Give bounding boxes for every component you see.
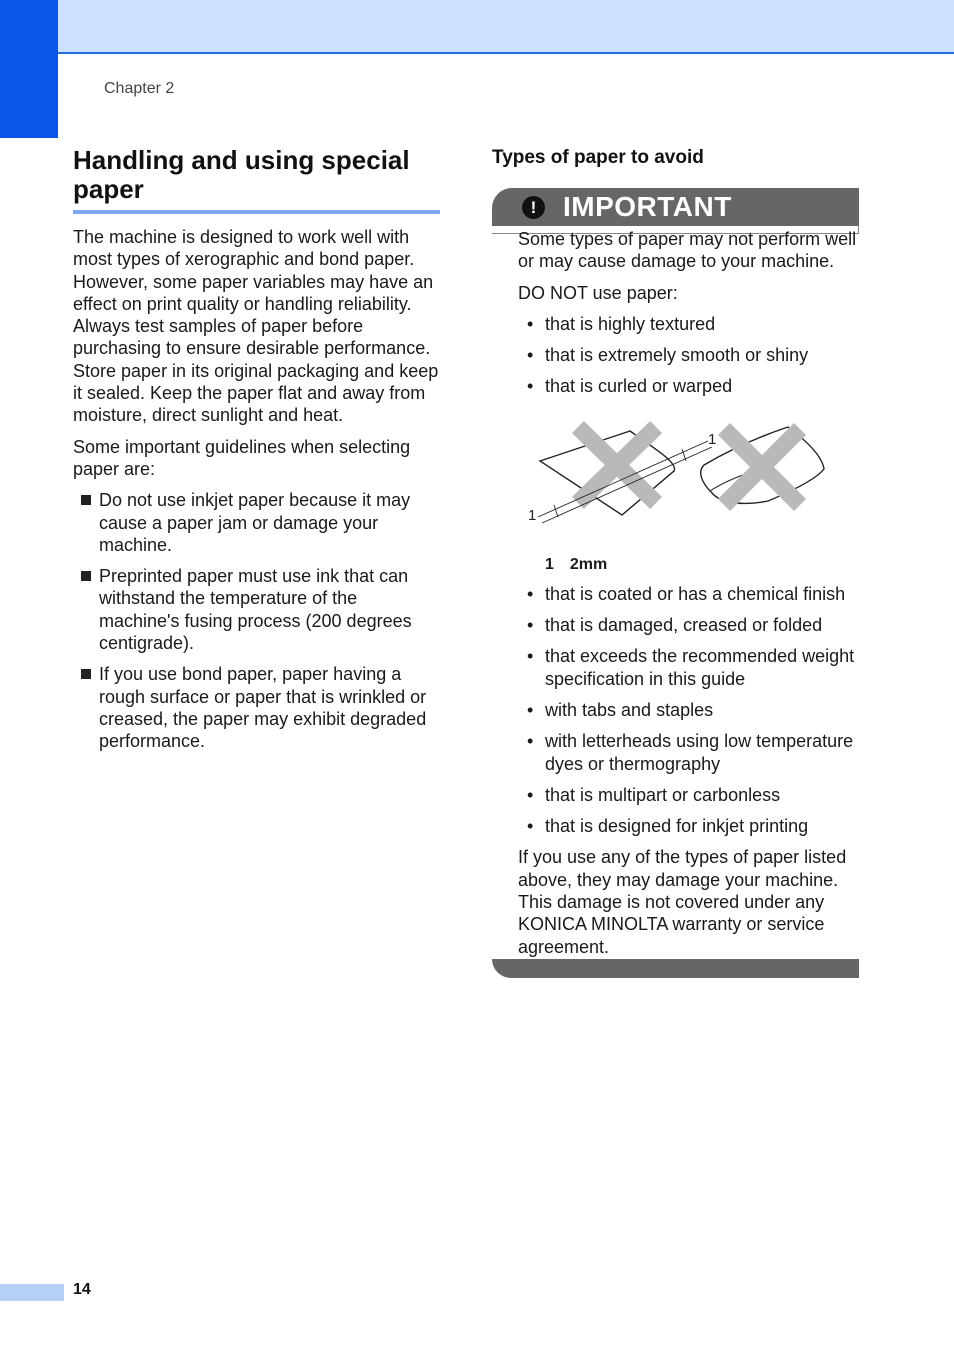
exclamation-icon: ! [522,196,545,219]
important-footer [492,959,859,978]
list-item-text: that is extremely smooth or shiny [545,345,809,366]
title-underline [73,210,440,214]
bullet-dot-icon: • [527,646,534,667]
callout-label: 1 [708,430,717,448]
important-closing: If you use any of the types of paper listed above, they may damage your machine. This damage is not covered under any KONICA MINOLTA warranty or service agreement. [518,847,847,957]
page-number-tab [0,1284,64,1301]
bullet-dot-icon: • [527,615,534,636]
list-item-text: with tabs and staples [545,699,714,720]
left-column [73,226,441,762]
caption-number: 1 [545,555,554,573]
list-item-text: Do not use inkjet paper because it may cause a paper jam or damage your machine. [99,490,411,555]
list-item-text: that is damaged, creased or folded [545,615,823,636]
subsection-title: Types of paper to avoid [492,147,704,168]
list-item [518,313,860,335]
guidelines-list [73,489,441,752]
list-item [518,784,860,806]
callout-label: 1 [528,506,537,524]
list-item-text: that is coated or has a chemical finish [545,583,846,604]
chapter-label: Chapter 2 [104,80,175,97]
list-item [73,663,441,752]
caption-text: 2mm [569,555,608,573]
square-bullet-icon [81,571,91,581]
curled-paper-illustration [518,421,860,545]
list-item [518,645,860,690]
list-item-text: If you use bond paper, paper having a rough surface or paper that is wrinkled or creased, the paper may exhibit degraded performance. [99,664,427,752]
list-item [518,614,860,636]
list-item-text: that exceeds the recommended weight specification in this guide [545,646,855,689]
list-item [518,699,860,721]
square-bullet-icon [81,669,91,679]
bullet-dot-icon: • [527,313,534,334]
list-item [73,489,441,556]
bullet-dot-icon: • [527,731,534,752]
list-item-text: that is curled or warped [545,376,733,397]
important-intro: Some types of paper may not perform well or may cause damage to your machine. [518,229,857,272]
list-item-text: that is designed for inkjet printing [545,816,809,837]
square-bullet-icon [81,495,91,505]
list-item [518,815,860,837]
chapter-tab [0,0,58,138]
section-title: Handling and using special paper [73,145,410,204]
list-item [73,565,441,654]
list-item [518,375,860,397]
important-header [492,188,859,226]
avoid-list-b [518,583,860,838]
list-item [518,730,860,775]
bullet-dot-icon: • [527,583,534,604]
guidelines-intro: Some important guidelines when selecting paper are: [73,436,411,479]
avoid-list-a [518,313,860,398]
figure-caption [545,556,860,574]
list-item [518,344,860,366]
bullet-dot-icon: • [527,699,534,720]
list-item-text: that is highly textured [545,313,716,334]
list-item [518,583,860,605]
bullet-dot-icon: • [527,376,534,397]
page-number: 14 [73,1281,91,1298]
important-label: IMPORTANT [563,191,732,222]
bullet-dot-icon: • [527,816,534,837]
bullet-dot-icon: • [527,345,534,366]
important-body [518,228,860,967]
list-item-text: Preprinted paper must use ink that can withstand the temperature of the machine's fusing process (200 degrees centigrade). [99,566,412,654]
list-item-text: with letterheads using low temperature dyes or thermography [545,731,854,774]
do-not-label: DO NOT use paper: [518,282,678,303]
header-band [58,0,954,54]
bullet-dot-icon: • [527,784,534,805]
list-item-text: that is multipart or carbonless [545,784,781,805]
intro-paragraph: The machine is designed to work well with most types of xerographic and bond paper. However, some paper variables may have an effect on print quality or handling reliability. Always test samples of paper before purchasing to ensure desirable performance. Store paper in its original packaging and keep it sealed. Keep the paper flat and away from moisture, direct sunlight and heat. [73,227,439,426]
